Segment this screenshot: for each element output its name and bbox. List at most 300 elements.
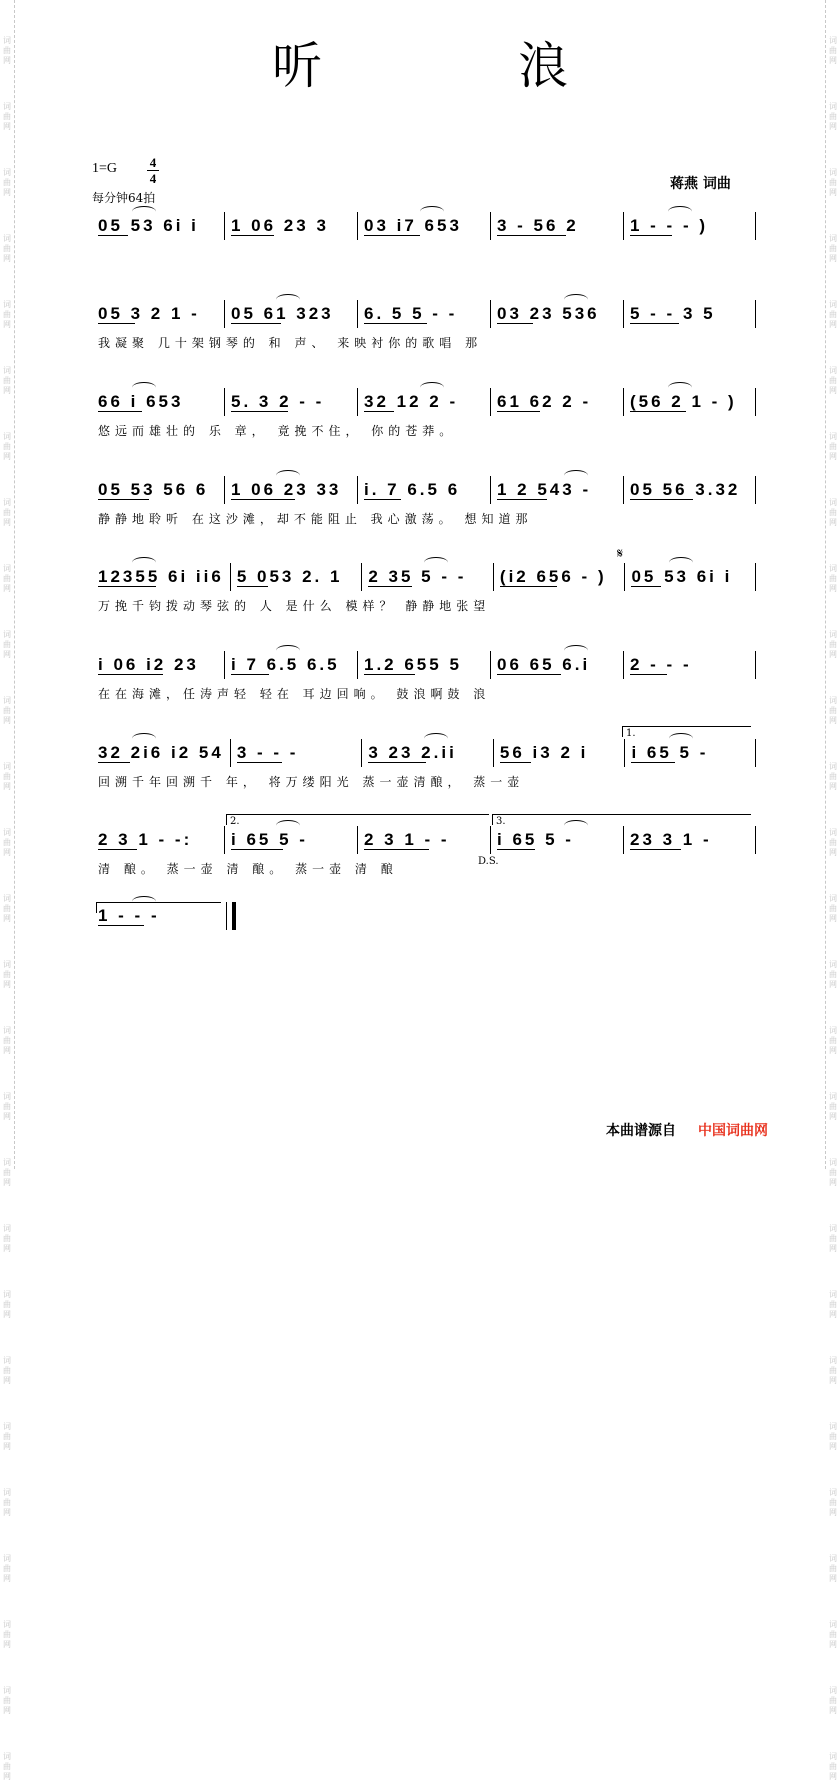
watermark-char: 词: [3, 630, 11, 639]
beam-underline: [631, 762, 675, 765]
watermark-char: 词: [3, 102, 11, 111]
watermark-char: 词: [829, 432, 837, 441]
beam-underline: [500, 586, 557, 589]
lyric-line: 悠远而雄壮的 乐 章， 竟挽不住， 你的苍莽。: [98, 424, 457, 438]
watermark-char: 词: [3, 1620, 11, 1629]
measure: 05 3 2 1 -: [92, 300, 224, 328]
watermark-char: 曲: [3, 244, 11, 253]
measure: 66 i 653: [92, 388, 224, 416]
watermark-char: 网: [829, 452, 837, 461]
watermark-char: 曲: [3, 838, 11, 847]
source-footer: [606, 1120, 768, 1140]
watermark-char: 词: [3, 1356, 11, 1365]
watermark-char: 词: [3, 1026, 11, 1035]
watermark-char: 曲: [3, 178, 11, 187]
watermark-char: 词: [3, 498, 11, 507]
measure: 2 - - -: [623, 651, 756, 679]
watermark-char: 网: [3, 122, 11, 131]
volta-3-bracket: [492, 814, 751, 825]
lyric-line: 我凝聚 几十架钢琴的 和 声、 来映衬你的歌唱 那: [98, 336, 483, 350]
beam-underline: [368, 762, 426, 765]
beam-underline: [630, 849, 681, 852]
watermark-char: 词: [3, 1290, 11, 1299]
slur-mark: [668, 382, 692, 393]
watermark-char: 网: [829, 1640, 837, 1649]
slur-mark: [132, 206, 156, 217]
beam-underline: [630, 235, 672, 238]
watermark-char: 曲: [829, 1696, 837, 1705]
watermark-char: 网: [829, 56, 837, 65]
watermark-char: 网: [3, 1574, 11, 1583]
beam-underline: [497, 849, 535, 852]
beam-underline: [364, 323, 427, 326]
measure: 32 12 2 -: [357, 388, 490, 416]
watermark-char: 网: [829, 1178, 837, 1187]
barline: [755, 388, 756, 416]
beam-underline: [497, 674, 561, 677]
watermark-char: 网: [829, 1706, 837, 1715]
beam-underline: [364, 499, 401, 502]
measure: 3 - 56 2: [490, 212, 623, 240]
watermark-char: 词: [829, 1686, 837, 1695]
measure: i 7 6.5 6.5: [224, 651, 357, 679]
measure: (i2 656 - ): [493, 563, 625, 591]
measure-line: [92, 651, 756, 679]
watermark-char: 词: [829, 1620, 837, 1629]
measure: 06 65 6.i: [490, 651, 623, 679]
watermark-char: 曲: [3, 904, 11, 913]
measure: 05 53 6i i: [92, 212, 224, 240]
watermark-char: 网: [3, 1442, 11, 1451]
watermark-char: 网: [829, 1244, 837, 1253]
tempo-marking: 每分钟64拍: [92, 191, 156, 205]
beam-underline: [497, 323, 533, 326]
barline: [755, 212, 756, 240]
watermark-char: 网: [829, 914, 837, 923]
watermark-char: 词: [3, 168, 11, 177]
watermark-char: 曲: [829, 1498, 837, 1507]
watermark-char: 曲: [3, 970, 11, 979]
watermark-char: 词: [829, 564, 837, 573]
watermark-char: 曲: [829, 1762, 837, 1771]
measure: 1 06 23 33: [224, 476, 357, 504]
beam-underline: [237, 762, 282, 765]
watermark-char: 词: [829, 234, 837, 243]
measure: 1 - - -: [92, 902, 222, 930]
watermark-char: 网: [3, 1178, 11, 1187]
measure: 3 - - -: [230, 739, 362, 767]
watermark-char: 曲: [829, 574, 837, 583]
lyric-line: 清 酿。 蒸一壶 清 酿。 蒸一壶 清 酿: [98, 862, 398, 876]
slur-mark: [132, 557, 156, 568]
watermark-char: 曲: [829, 1366, 837, 1375]
watermark-char: 曲: [3, 640, 11, 649]
watermark-char: 词: [829, 498, 837, 507]
watermark-char: 曲: [3, 442, 11, 451]
watermark-char: 网: [829, 848, 837, 857]
beam-underline: [364, 235, 420, 238]
watermark-char: 曲: [3, 1762, 11, 1771]
beam-underline: [500, 762, 531, 765]
watermark-char: 词: [829, 1488, 837, 1497]
measure-line: [92, 826, 756, 854]
measure: i 65 5 -: [624, 739, 756, 767]
volta-1-bracket: [622, 726, 751, 737]
left-watermark-strip: [0, 0, 15, 1781]
watermark-char: 曲: [829, 970, 837, 979]
score-row: [92, 826, 756, 904]
measure-line: [92, 388, 756, 416]
watermark-char: 网: [3, 848, 11, 857]
watermark-char: 词: [829, 36, 837, 45]
score-row: [92, 388, 756, 466]
watermark-char: 词: [829, 1290, 837, 1299]
measure: (56 2 1 - ): [623, 388, 756, 416]
source-site[interactable]: 中国词曲网: [698, 1123, 768, 1139]
watermark-char: 曲: [829, 376, 837, 385]
slur-mark: [564, 645, 588, 656]
beam-underline: [630, 411, 686, 414]
watermark-char: 词: [829, 300, 837, 309]
right-watermark-strip: [825, 0, 840, 1781]
watermark-char: 曲: [829, 706, 837, 715]
watermark-char: 曲: [3, 1498, 11, 1507]
watermark-char: 网: [3, 518, 11, 527]
measure: 05 56 3.32: [623, 476, 756, 504]
watermark-char: 网: [829, 1376, 837, 1385]
watermark-char: 曲: [829, 838, 837, 847]
watermark-char: 曲: [3, 112, 11, 121]
watermark-char: 词: [829, 762, 837, 771]
watermark-char: 词: [829, 630, 837, 639]
watermark-char: 曲: [3, 1432, 11, 1441]
beam-underline: [98, 411, 142, 414]
watermark-char: 曲: [3, 46, 11, 55]
watermark-char: 词: [3, 960, 11, 969]
watermark-char: 网: [3, 452, 11, 461]
barline: [755, 563, 756, 591]
final-barline: [226, 902, 236, 930]
slur-mark: [420, 382, 444, 393]
watermark-char: 词: [829, 366, 837, 375]
watermark-char: 网: [3, 1244, 11, 1253]
watermark-char: 网: [3, 1508, 11, 1517]
measure-line: [92, 739, 756, 767]
watermark-char: 词: [829, 1026, 837, 1035]
watermark-char: 网: [829, 650, 837, 659]
watermark-char: 词: [3, 1686, 11, 1695]
beam-underline: [231, 849, 283, 852]
barline: [755, 739, 756, 767]
meter-top: 4: [149, 155, 157, 170]
beam-underline: [231, 411, 288, 414]
watermark-char: 词: [3, 432, 11, 441]
slur-mark: [276, 470, 300, 481]
watermark-char: 词: [3, 696, 11, 705]
beam-underline: [98, 323, 135, 326]
watermark-char: 曲: [829, 244, 837, 253]
measure: i 65 5 -: [224, 826, 357, 854]
watermark-char: 网: [3, 650, 11, 659]
measure-line: [92, 563, 756, 591]
beam-underline: [497, 235, 566, 238]
watermark-char: 词: [829, 1752, 837, 1761]
watermark-char: 网: [829, 254, 837, 263]
watermark-char: 词: [3, 234, 11, 243]
watermark-char: 词: [3, 1092, 11, 1101]
watermark-char: 词: [3, 1224, 11, 1233]
watermark-char: 词: [829, 1554, 837, 1563]
watermark-char: 网: [3, 188, 11, 197]
watermark-char: 词: [829, 894, 837, 903]
watermark-char: 词: [3, 564, 11, 573]
watermark-char: 词: [3, 366, 11, 375]
beam-underline: [231, 674, 269, 677]
beam-underline: [98, 586, 156, 589]
score-row: [92, 476, 756, 554]
watermark-char: 词: [3, 894, 11, 903]
measure: 1 - - - ): [623, 212, 756, 240]
watermark-char: 网: [829, 782, 837, 791]
watermark-char: 网: [829, 1442, 837, 1451]
measure: 3 23 2.ii: [361, 739, 493, 767]
watermark-char: 词: [829, 1092, 837, 1101]
measure: 1 2 543 -: [490, 476, 623, 504]
watermark-char: 曲: [3, 574, 11, 583]
score-row: [92, 651, 756, 729]
measure: 5 - - 3 5: [623, 300, 756, 328]
watermark-char: 网: [829, 122, 837, 131]
watermark-char: 网: [3, 782, 11, 791]
watermark-char: 曲: [829, 112, 837, 121]
score-row: [92, 739, 756, 817]
measure: 2 3 1 - -:: [92, 826, 224, 854]
watermark-char: 网: [829, 188, 837, 197]
measure: 05 61 323: [224, 300, 357, 328]
watermark-char: 网: [3, 1640, 11, 1649]
slur-mark: [564, 294, 588, 305]
watermark-char: 网: [829, 584, 837, 593]
watermark-char: 网: [829, 518, 837, 527]
key-signature: 1=G: [92, 161, 118, 176]
measure-line: [92, 300, 756, 328]
watermark-char: 曲: [829, 772, 837, 781]
watermark-char: 词: [829, 960, 837, 969]
watermark-char: 曲: [829, 1432, 837, 1441]
watermark-char: 词: [829, 1158, 837, 1167]
watermark-char: 网: [829, 1046, 837, 1055]
beam-underline: [231, 499, 295, 502]
watermark-char: 词: [3, 1752, 11, 1761]
watermark-char: 网: [3, 980, 11, 989]
watermark-char: 曲: [829, 178, 837, 187]
beam-underline: [231, 235, 274, 238]
measure: 61 62 2 -: [490, 388, 623, 416]
beam-underline: [368, 586, 412, 589]
lyric-line: 在在海滩，任涛声轻 轻在 耳边回响。 鼓浪啊鼓 浪: [98, 687, 491, 701]
barline: [755, 651, 756, 679]
watermark-char: 词: [3, 1422, 11, 1431]
watermark-char: 网: [3, 1112, 11, 1121]
watermark-char: 词: [829, 828, 837, 837]
watermark-char: 网: [829, 1112, 837, 1121]
measure: 12355 6i ii6: [92, 563, 230, 591]
beam-underline: [237, 586, 268, 589]
volta-2-label: 2.: [230, 816, 240, 827]
measure: i 06 i2 23: [92, 651, 224, 679]
watermark-char: 曲: [3, 1696, 11, 1705]
score-row: [92, 300, 756, 378]
watermark-char: 曲: [3, 1102, 11, 1111]
segno-mark: 𝄋: [617, 546, 624, 562]
beam-underline: [630, 674, 667, 677]
score-row: [92, 563, 756, 641]
watermark-char: 词: [3, 36, 11, 45]
time-signature: [147, 156, 159, 185]
watermark-char: 曲: [3, 1234, 11, 1243]
measure: i 65 5 -: [490, 826, 623, 854]
volta-2-bracket: [226, 814, 489, 825]
volta-1-label: 1.: [626, 728, 636, 739]
watermark-char: 曲: [829, 1036, 837, 1045]
watermark-char: 词: [3, 1554, 11, 1563]
watermark-char: 曲: [3, 1630, 11, 1639]
measure: 32 2i6 i2 54: [92, 739, 230, 767]
watermark-char: 曲: [3, 508, 11, 517]
watermark-char: 词: [829, 1422, 837, 1431]
watermark-char: 网: [829, 1772, 837, 1781]
watermark-char: 曲: [829, 46, 837, 55]
watermark-char: 曲: [829, 508, 837, 517]
measure: 03 i7 653: [357, 212, 490, 240]
watermark-char: 网: [829, 320, 837, 329]
watermark-char: 网: [3, 1376, 11, 1385]
watermark-char: 网: [3, 584, 11, 593]
beam-underline: [98, 499, 149, 502]
watermark-char: 网: [829, 1574, 837, 1583]
song-title: 听 浪: [272, 37, 658, 95]
beam-underline: [364, 674, 415, 677]
measure: 5 053 2. 1: [230, 563, 362, 591]
beam-underline: [497, 411, 540, 414]
watermark-char: 曲: [829, 1234, 837, 1243]
watermark-char: 网: [3, 1046, 11, 1055]
measure: 23 3 1 -: [623, 826, 756, 854]
watermark-char: 曲: [829, 640, 837, 649]
beam-underline: [631, 586, 661, 589]
beam-underline: [98, 674, 163, 677]
watermark-char: 词: [3, 828, 11, 837]
watermark-char: 曲: [3, 376, 11, 385]
watermark-char: 网: [829, 386, 837, 395]
measure-line: [92, 212, 756, 240]
beam-underline: [364, 411, 394, 414]
score-row: [92, 212, 756, 290]
slur-mark: [424, 733, 448, 744]
watermark-char: 曲: [3, 1168, 11, 1177]
beam-underline: [98, 849, 137, 852]
measure: 2 3 1 - -: [357, 826, 490, 854]
watermark-char: 词: [3, 762, 11, 771]
beam-underline: [98, 925, 144, 928]
source-label: 本曲谱源自: [606, 1123, 676, 1139]
watermark-char: 词: [3, 300, 11, 309]
lyric-line: 万挽千钧拨动琴弦的 人 是什么 模样？ 静静地张望: [98, 599, 491, 613]
watermark-char: 曲: [829, 1630, 837, 1639]
slur-mark: [668, 206, 692, 217]
measure: 5. 3 2 - -: [224, 388, 357, 416]
volta-3-label: 3.: [496, 816, 506, 827]
slur-mark: [132, 382, 156, 393]
watermark-char: 词: [3, 1488, 11, 1497]
slur-mark: [132, 733, 156, 744]
barline: [755, 826, 756, 854]
watermark-char: 词: [829, 1356, 837, 1365]
watermark-char: 网: [829, 1508, 837, 1517]
watermark-char: 曲: [829, 1168, 837, 1177]
watermark-char: 网: [829, 980, 837, 989]
slur-mark: [276, 294, 300, 305]
slur-mark: [564, 470, 588, 481]
beam-underline: [98, 235, 128, 238]
watermark-char: 网: [3, 1706, 11, 1715]
watermark-char: 网: [3, 56, 11, 65]
watermark-char: 曲: [3, 706, 11, 715]
watermark-char: 曲: [829, 1102, 837, 1111]
watermark-char: 网: [3, 386, 11, 395]
barline: [755, 476, 756, 504]
watermark-char: 网: [829, 716, 837, 725]
measure: 6. 5 5 - -: [357, 300, 490, 328]
watermark-char: 词: [829, 102, 837, 111]
measure: 2 35 5 - -: [361, 563, 493, 591]
watermark-char: 词: [3, 1158, 11, 1167]
measure: i. 7 6.5 6: [357, 476, 490, 504]
final-volta-bracket: [96, 902, 221, 913]
measure: 56 i3 2 i: [493, 739, 625, 767]
beam-underline: [630, 323, 679, 326]
watermark-char: 网: [829, 1310, 837, 1319]
measure: 05 53 6i i: [624, 563, 756, 591]
watermark-char: 曲: [829, 1300, 837, 1309]
watermark-char: 曲: [3, 310, 11, 319]
slur-mark: [276, 645, 300, 656]
ds-mark: D.S.: [478, 856, 499, 867]
slur-mark: [669, 557, 693, 568]
watermark-char: 网: [3, 914, 11, 923]
composer-credit: 蒋燕 词曲: [670, 176, 731, 192]
beam-underline: [630, 499, 693, 502]
watermark-char: 曲: [829, 1564, 837, 1573]
watermark-char: 曲: [829, 442, 837, 451]
beam-underline: [231, 323, 281, 326]
watermark-char: 曲: [829, 904, 837, 913]
watermark-char: 曲: [3, 1564, 11, 1573]
lyric-line: 回溯千年回溯千 年， 将万缕阳光 蒸一壶清酿， 蒸一壶: [98, 775, 525, 789]
slur-mark: [424, 557, 448, 568]
slur-mark: [420, 206, 444, 217]
watermark-char: 曲: [829, 310, 837, 319]
measure: 1 06 23 3: [224, 212, 357, 240]
watermark-char: 曲: [3, 772, 11, 781]
beam-underline: [497, 499, 547, 502]
beam-underline: [98, 762, 130, 765]
watermark-char: 网: [3, 320, 11, 329]
watermark-char: 网: [3, 254, 11, 263]
score-row: [92, 902, 756, 980]
watermark-char: 词: [829, 1224, 837, 1233]
watermark-char: 曲: [3, 1300, 11, 1309]
